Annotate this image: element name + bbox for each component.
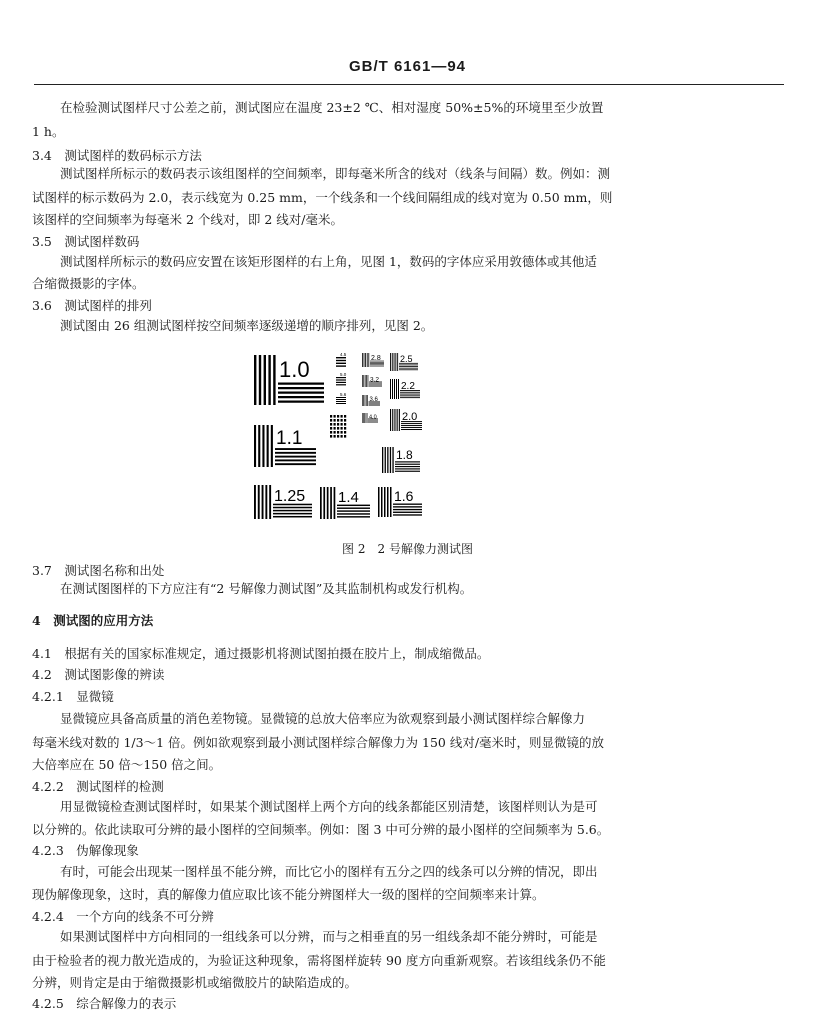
pattern-bar [365, 395, 366, 406]
pattern-bar [395, 468, 420, 469]
pattern-bar [330, 419, 332, 422]
section-heading: 3.6 测试图样的排列 [32, 298, 152, 313]
pattern-bar [370, 362, 384, 363]
pattern-bar [275, 463, 316, 465]
pattern-bar [334, 423, 336, 426]
pattern-label: 2.5 [400, 354, 413, 364]
pattern-bar [341, 419, 343, 422]
para-line: 4.1 根据有关的国家标准规定，通过摄影机将测试图拍摄在胶片上，制成缩微品。 [32, 646, 490, 661]
para-line: 显微镜应具备高质量的消色差物镜。显微镜的总放大倍率应为欲观察到最小测试图样综合解像力 [60, 711, 586, 726]
pattern-bar [366, 395, 367, 406]
pattern-bar [336, 365, 346, 366]
pattern-bar [337, 423, 339, 426]
pattern-bar [397, 353, 398, 371]
pattern-bar [344, 435, 346, 438]
pattern-bar [399, 409, 400, 431]
pattern-bar [278, 387, 324, 389]
pattern-bar [278, 392, 324, 394]
pattern-bar [341, 435, 343, 438]
pattern-bar [334, 435, 336, 438]
pattern-bar [390, 409, 391, 431]
pattern-bar [401, 423, 422, 424]
pattern-bar [390, 353, 391, 371]
pattern-label: 2.0 [402, 411, 418, 423]
pattern-bar [394, 409, 395, 431]
pattern-bar [399, 369, 418, 370]
pattern-label: 1.8 [396, 448, 413, 462]
test-pattern [378, 487, 422, 517]
pattern-bar [323, 487, 325, 519]
pattern-bar [381, 487, 383, 517]
para-line: 有时，可能会出现某一图样虽不能分辨，而比它小的图样有五分之四的线条可以分辨的情况，即出 [60, 864, 598, 879]
pattern-label: 2.8 [371, 355, 381, 362]
para-line: 试图样的标示数码为 2.0，表示线宽为 0.25 mm，一个线条和一个线间隔组成的线对宽为 0.50 mm，则 [32, 190, 613, 205]
pattern-bar [395, 466, 420, 467]
pattern-bar [344, 419, 346, 422]
para-line: 分辨，则肯定是由于缩微摄影机或缩微胶片的缺陷造成的。 [32, 975, 358, 990]
pattern-bar [258, 425, 260, 467]
para-line: 由于检验者的视力散光造成的，为验证这种现象，需将图样旋转 90 度方向重新观察。若该组线条仍不能 [32, 953, 606, 968]
pattern-bar [330, 487, 332, 519]
pattern-bar [393, 512, 422, 513]
para-line: 现伪解像现象，这时，真的解像力值应取比该不能分辨图样大一级的图样的空间频率来计算。 [32, 887, 545, 902]
pattern-label: 1.6 [394, 488, 414, 504]
pattern-label: 5.6 [340, 392, 347, 397]
pattern-bar [367, 413, 368, 423]
pattern-bar [363, 395, 364, 406]
para-line: 该图样的空间频率为每毫米 2 个线对，即 2 线对/毫米。 [32, 212, 344, 227]
pattern-bar [401, 429, 422, 430]
section-heading: 3.4 测试图样的数码标示方法 [32, 148, 202, 163]
pattern-bar [337, 510, 370, 511]
pattern-bar [367, 353, 368, 367]
para-line: 合缩微摄影的字体。 [32, 276, 145, 291]
para-line: 在检验测试图样尺寸公差之前，测试图应在温度 23±2 ℃、相对湿度 50%±5%的环境里至少放置 [60, 100, 604, 115]
para-line: 测试图样所标示的数码表示该组图样的空间频率，即每毫米所含的线对（线条与间隔）数。例如：测 [60, 166, 611, 181]
pattern-bar [267, 425, 269, 467]
pattern-bar [369, 384, 382, 385]
pattern-bar [390, 487, 392, 517]
pattern-bar [368, 353, 369, 367]
chapter-heading: 4 测试图的应用方法 [32, 613, 154, 628]
pattern-bar [273, 507, 312, 509]
subsection-heading: 4.2.5 综合解像力的表示 [32, 996, 177, 1011]
pattern-bar [341, 423, 343, 426]
pattern-bar [393, 506, 422, 507]
pattern-bar [395, 471, 420, 472]
pattern-bar [336, 382, 346, 383]
pattern-bar [334, 487, 336, 519]
figure-caption: 图 2 2 号解像力测试图 [342, 542, 473, 556]
pattern-bar [366, 375, 367, 387]
pattern-bar [273, 355, 275, 405]
test-pattern [254, 485, 312, 519]
pattern-label: 3.6 [369, 397, 378, 403]
pattern-bar [262, 485, 264, 519]
pattern-bar [392, 353, 393, 371]
pattern-label: 1.0 [279, 357, 310, 382]
pattern-bar [344, 415, 346, 418]
test-pattern [362, 375, 382, 387]
pattern-bar [399, 366, 418, 367]
pattern-bar [387, 447, 388, 473]
pattern-bar [344, 431, 346, 434]
pattern-bar [365, 375, 366, 387]
pattern-bar [370, 366, 384, 367]
pattern-bar [393, 509, 422, 510]
pattern-bar [337, 516, 370, 517]
standard-number-header: GB/T 6161—94 [348, 58, 467, 75]
pattern-bar [259, 355, 261, 405]
pattern-bar [392, 379, 393, 399]
pattern-bar [268, 355, 270, 405]
pattern-bar [370, 363, 384, 364]
para-line: 以分辨的。依此读取可分辨的最小图样的空间频率。例如：图 3 中可分辨的最小图样的空间频率为 5.6。 [32, 822, 610, 837]
pattern-bar [337, 419, 339, 422]
test-pattern [362, 413, 378, 423]
pattern-bar [336, 403, 346, 404]
pattern-label: 4.0 [369, 414, 377, 421]
pattern-bar [273, 510, 312, 512]
pattern-label: 5.0 [340, 372, 347, 377]
pattern-bar [341, 427, 343, 430]
pattern-bar [392, 447, 393, 473]
pattern-bar [363, 413, 364, 423]
pattern-label: 1.4 [338, 489, 359, 506]
test-pattern [320, 487, 370, 519]
pattern-bar [362, 413, 363, 423]
pattern-bar [271, 425, 273, 467]
pattern-bar [392, 409, 393, 431]
pattern-bar [336, 360, 346, 361]
pattern-bar [330, 431, 332, 434]
pattern-bar [393, 514, 422, 515]
pattern-bar [344, 423, 346, 426]
pattern-bar [398, 379, 399, 399]
pattern-bar [330, 427, 332, 430]
pattern-bar [330, 423, 332, 426]
pattern-bar [337, 415, 339, 418]
pattern-bar [397, 409, 398, 431]
para-line: 测试图样所标示的数码应安置在该矩形图样的右上角，见图 1，数码的字体应采用敦德体或其他适 [60, 254, 597, 269]
pattern-bar [401, 425, 422, 426]
pattern-bar [395, 353, 396, 371]
pattern-bar [365, 353, 366, 367]
test-pattern [254, 355, 324, 405]
pattern-bar [390, 379, 391, 399]
pattern-bar [366, 413, 367, 423]
pattern-bar [265, 485, 267, 519]
pattern-bar [341, 431, 343, 434]
pattern-bar [278, 383, 324, 385]
pattern-bar [378, 487, 380, 517]
pattern-bar [395, 464, 420, 465]
test-pattern [390, 379, 420, 399]
pattern-bar [399, 368, 418, 369]
para-line: 测试图由 26 组测试图样按空间频率逐级递增的顺序排列，见图 2。 [60, 318, 434, 333]
test-pattern [362, 395, 380, 406]
section-heading: 3.5 测试图样数码 [32, 234, 140, 249]
pattern-bar [364, 353, 365, 367]
resolution-test-chart [248, 347, 440, 527]
pattern-label: 1.1 [276, 428, 303, 449]
pattern-bar [254, 355, 256, 405]
pattern-bar [399, 365, 418, 366]
pattern-bar [264, 355, 266, 405]
pattern-bar [401, 427, 422, 428]
pattern-bar [363, 375, 364, 387]
pattern-bar [337, 427, 339, 430]
pattern-bar [394, 379, 395, 399]
test-pattern [390, 409, 422, 431]
pattern-bar [330, 435, 332, 438]
pattern-bar [334, 419, 336, 422]
pattern-bar [396, 379, 397, 399]
pattern-bar [369, 386, 382, 387]
pattern-bar [382, 447, 383, 473]
pattern-bar [262, 425, 264, 467]
subsection-heading: 4.2.3 伪解像现象 [32, 843, 139, 858]
pattern-bar [362, 395, 363, 406]
pattern-bar [400, 395, 420, 396]
section-heading: 4.2 测试图影像的辨读 [32, 667, 165, 682]
pattern-bar [275, 452, 316, 454]
pattern-bar [337, 435, 339, 438]
pattern-bar [336, 401, 346, 402]
pattern-bar [368, 375, 369, 387]
pattern-bar [344, 427, 346, 430]
test-pattern [382, 447, 420, 473]
pattern-label: 3.2 [370, 376, 380, 384]
test-pattern [390, 353, 418, 371]
pattern-bar [336, 399, 346, 400]
pattern-bar [258, 485, 260, 519]
pattern-bar [400, 394, 420, 395]
pattern-bar [334, 431, 336, 434]
pattern-bar [320, 487, 322, 519]
pattern-bar [384, 487, 386, 517]
para-line: 每毫米线对数的 1/3～1 倍。例如欲观察到最小测试图样综合解像力为 150 线对/毫米时，则显微镜的放 [32, 735, 605, 750]
para-line: 在测试图图样的下方应注有“2 号解像力测试图”及其监制机构或发行机构。 [60, 581, 473, 596]
pattern-bar [337, 507, 370, 508]
pattern-bar [362, 375, 363, 387]
pattern-bar [254, 485, 256, 519]
pattern-bar [336, 379, 346, 380]
pattern-bar [278, 396, 324, 398]
subsection-heading: 4.2.2 测试图样的检测 [32, 779, 164, 794]
pattern-bar [341, 415, 343, 418]
pattern-bar [273, 513, 312, 515]
pattern-bar [330, 415, 332, 418]
pattern-bar [275, 459, 316, 461]
pattern-bar [400, 397, 420, 398]
para-line: 大倍率应在 50 倍～150 倍之间。 [32, 757, 222, 772]
pattern-label: 4.5 [340, 352, 347, 357]
test-pattern [254, 425, 316, 467]
para-line: 如果测试图样中方向相同的一组线条可以分辨，而与之相垂直的另一组线条却不能分辨时，可能是 [60, 929, 598, 944]
pattern-bar [364, 413, 365, 423]
pattern-bar [337, 513, 370, 514]
para-line: 用显微镜检查测试图样时，如果某个测试图样上两个方向的线条都能区别清楚，该图样则认为是可 [60, 799, 598, 814]
pattern-bar [387, 487, 389, 517]
pattern-bar [254, 425, 256, 467]
pattern-bar [327, 487, 329, 519]
pattern-bar [362, 353, 363, 367]
pattern-bar [269, 485, 271, 519]
subsection-heading: 4.2.1 显微镜 [32, 689, 114, 704]
para-line: 1 h。 [32, 124, 65, 139]
pattern-bar [394, 353, 395, 371]
pattern-bar [385, 447, 386, 473]
pattern-label: 2.2 [401, 381, 415, 392]
pattern-bar [336, 397, 346, 398]
test-pattern [362, 353, 384, 367]
header-rule [34, 84, 784, 85]
pattern-bar [370, 364, 384, 365]
section-heading: 3.7 测试图名称和出处 [32, 563, 165, 578]
pattern-bar [390, 447, 391, 473]
pattern-bar [336, 357, 346, 358]
pattern-label: 1.25 [274, 488, 306, 505]
pattern-bar [336, 377, 346, 378]
pattern-bar [336, 384, 346, 385]
pattern-bar [278, 401, 324, 403]
pattern-bar [336, 363, 346, 364]
pattern-bar [334, 427, 336, 430]
pattern-bar [367, 395, 368, 406]
pattern-bar [275, 456, 316, 458]
pattern-bar [369, 385, 382, 386]
pattern-bar [273, 516, 312, 518]
pattern-bar [334, 415, 336, 418]
subsection-heading: 4.2.4 一个方向的线条不可分辨 [32, 909, 214, 924]
pattern-bar [337, 431, 339, 434]
